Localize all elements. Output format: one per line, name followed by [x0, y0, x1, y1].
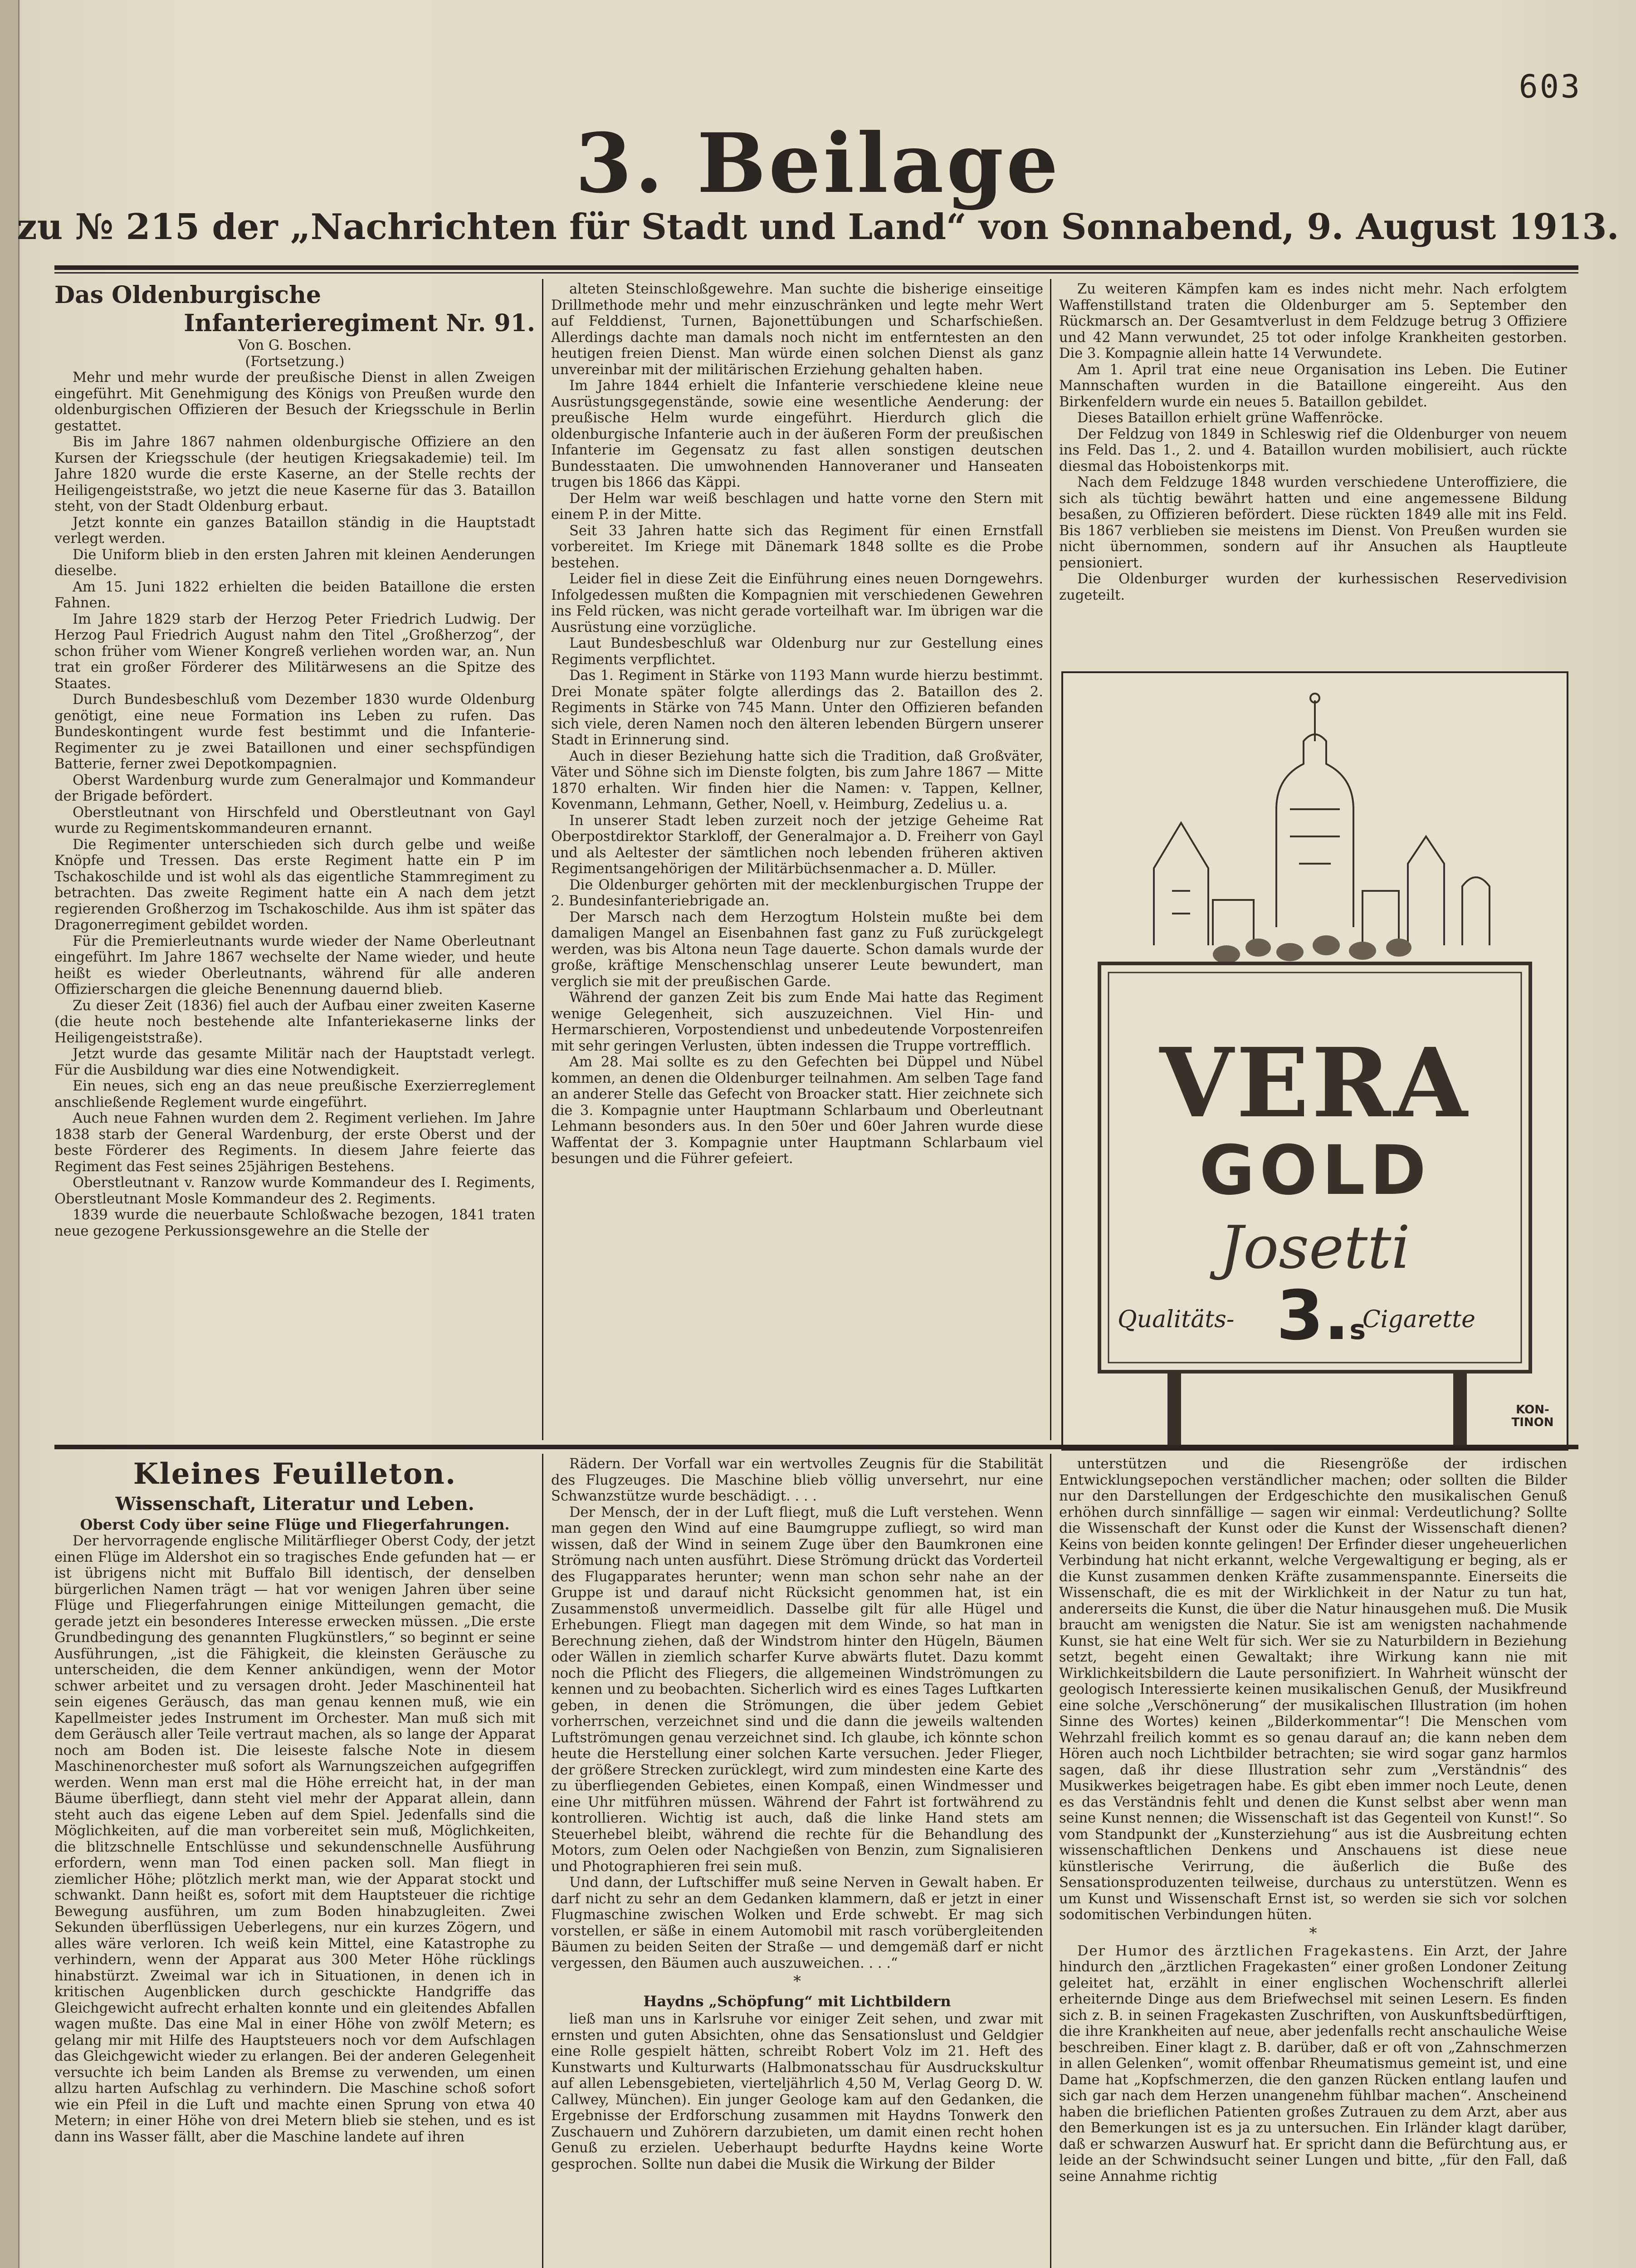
paragraph: Dieses Bataillon erhielt grüne Waffenröcke. — [1077, 410, 1383, 426]
paragraph: Oberstleutnant von Hirschfeld und Oberstleutnant von Gayl wurde zu Regimentskommandeuren ernannt. — [54, 804, 535, 836]
paragraph: 1839 wurde die neuerbaute Schloßwache bezogen, 1841 traten neue gezogene Perkussionsgewehre an die Stelle der — [54, 1207, 535, 1239]
paragraph: Jetzt konnte ein ganzes Bataillon ständig in die Hauptstadt verlegt werden. — [54, 514, 535, 547]
article-title: Das Oldenburgische — [54, 281, 321, 309]
paragraph: Während der ganzen Zeit bis zum Ende Mai hatte das Regiment wenige Gelegenheit, sich auszuzeichnen. Viel Hin- und Hermarschieren, Vorpostendienst und unbedeutende Vorpostenreifen mit sehr geringen Verlusten, übten indessen die Truppe vortrefflich. — [551, 990, 1043, 1054]
paragraph: Ein neues, sich eng an das neue preußische Exerzierreglement anschließende Reglement wurde eingeführt. — [54, 1078, 535, 1110]
feuilleton-col1 — [54, 1456, 535, 2268]
paragraph: Am 15. Juni 1822 erhielten die beiden Bataillone die ersten Fahnen. — [54, 579, 535, 611]
paragraph: Jetzt wurde das gesamte Militär nach der Hauptstadt verlegt. Für die Ausbildung war dies eine Notwendigkeit. — [54, 1046, 535, 1078]
birds-illustration — [1213, 935, 1411, 963]
article-oldenburg — [54, 281, 535, 1440]
paragraph: Im Jahre 1829 starb der Herzog Peter Friedrich Ludwig. Der Herzog Paul Friedrich August nahm den Titel „Großherzog“, der schon früher vom Wiener Kongreß verliehen worden war, an. Nun trat ein großer Förderer des Militärwesens an die Spitze des Staates. — [54, 611, 535, 692]
paragraph: Durch Bundesbeschluß vom Dezember 1830 wurde Oldenburg genötigt, eine neue Formation ins Leben zu rufen. Das Bundeskontingent wurde fest bestimmt und die Infanterie-Regimenter zu je zwei Bataillonen und einer sechspfündigen Batterie, ferner zwei Depotkompagnien. — [54, 692, 535, 772]
paragraph: Im Jahre 1844 erhielt die Infanterie verschiedene kleine neue Ausrüstungsgegenstände, sowie eine wesentliche Aenderung: der preußische Helm wurde eingeführt. Hierdurch glich die oldenburgische Infanterie auch in der äußeren Form der preußischen Infanterie im Gegensatz zu fast allen sonstigen deutschen Bundesstaaten. Die umwohnenden Hannoveraner und Hanseaten trugen bis 1866 das Käppi. — [551, 378, 1043, 490]
paragraph: Die Uniform blieb in den ersten Jahren mit kleinen Aenderungen dieselbe. — [54, 547, 535, 579]
paragraph: Zu dieser Zeit (1836) fiel auch der Aufbau einer zweiten Kaserne (die heute noch bestehende alte Infanteriekaserne links der Heiligengeiststraße). — [54, 997, 535, 1046]
article-title-line2: Infanterieregiment Nr. 91. — [184, 309, 535, 337]
paragraph: Zu weiteren Kämpfen kam es indes nicht mehr. Nach erfolgtem Waffenstillstand traten die Oldenburger am 5. September den Rückmarsch an. Der Gesamtverlust in dem Feldzuge betrug 3 Offiziere und 42 Mann verwundet, 25 tot oder infolge Krankheiten gestorben. Die 3. Kompagnie allein hatte 14 Verwundete. — [1059, 281, 1567, 362]
separator-star: * — [1309, 1924, 1317, 1942]
article-oldenburg-col3 — [1059, 281, 1567, 662]
paragraph: Der hervorragende englische Militärflieger Oberst Cody, der jetzt einen Flüge im Aldershot ein so tragisches Ende gefunden hat — er ist übrigens nicht mit Buffalo Bill identisch, der denselben bürgerlichen Namen trägt — hat vor wenigen Jahren über seine Flüge und Fliegerfahrungen einige Mitteilungen gemacht, die gerade jetzt ein besonderes Interesse erwecken müssen. „Die erste Grundbedingung des genannten Flugkünstlers,“ so beginnt er seine Ausführungen, „ist die Fähigkeit, die kleinsten Geräusche zu unterscheiden, die dem Kenner ankündigen, wenn der Motor schwer arbeitet und zu versagen droht. Jeder Maschinenteil hat sein eigenes Geräusch, das man genau kennen muß, wie ein Kapellmeister jedes Instrument im Orchester. Man muß sich mit dem Geräusch aller Teile vertraut machen, als so lange der Apparat noch am Boden ist. Die leiseste falsche Note in diesem Maschinenorchester muß sofort als Warnungszeichen aufgegriffen werden. Wenn man erst mal die Höhe erreicht hat, in der man Bäume überfliegt, dann steht viel mehr der Apparat allein, dann steht auch das eigene Leben auf dem Spiel. Jedenfalls sind die Möglichkeiten, auf die man vorbereitet sein muß, Möglichkeiten, die blitzschnelle Entschlüsse und sekundenschnelle Ausführung erfordern, wenn man Tod einen packen soll. Man fliegt in ziemlicher Höhe; plötzlich merkt man, wie der Apparat stockt und schwankt. Dann heißt es, sofort mit dem Hauptsteuer die richtige Bewegung ausführen, um zum Boden hinabzugleiten. Zwei Sekunden überflüssigen Ueberlegens, nur ein kurzes Zögern, und alles wäre verloren. Ich weiß kein Mittel, eine Katastrophe zu verhindern, wenn der Apparat aus 300 Meter Höhe rücklings hinabstürzt. Zweimal war ich in Situationen, in denen ich in kritischen Augenblicken durch geschickte Handgriffe das Gleichgewicht aufrecht erhalten konnte und ein gleitendes Abfallen wagen mußte. Das eine Mal in einer Höhe von zwölf Metern; es gelang mir mit Hilfe des Hauptsteuers noch vor dem Aufschlagen das Gleichgewicht wieder zu erlangen. Bei der anderen Gelegenheit versuchte ich beim Landen als Bremse zu verwenden, um einen allzu harten Aufschlag zu verhindern. Die Maschine schoß sofort wie ein Pfeil in die Luft und machte einen Sprung von etwa 40 Metern; in einer Höhe von drei Metern blieb sie stehen, und es ist dann ins Wasser fällt, aber die Maschine landete auf ihren — [54, 1533, 535, 2145]
feuilleton-subheading: Oberst Cody über seine Flüge und Fliegerfahrungen. — [80, 1516, 510, 1533]
paragraph: Mehr und mehr wurde der preußische Dienst in allen Zweigen eingeführt. Mit Genehmigung des Königs von Preußen wurde den oldenburgischen Offizieren der Besuch der Kriegsschule in Berlin gestattet. — [54, 370, 535, 434]
paragraph: Der Marsch nach dem Herzogtum Holstein mußte bei dem damaligen Mangel an Eisenbahnen fast ganz zu Fuß zurückgelegt werden, was bis Altona neun Tage dauerte. Schon damals wurde der große, kräftige Menschenschlag unserer Leute bewundert, man verglich sie mit der preußischen Garde. — [551, 909, 1043, 990]
paragraph: Die Oldenburger wurden der kurhessischen Reservedivision zugeteilt. — [1059, 571, 1567, 603]
column-divider — [542, 279, 543, 1440]
page-binding-edge — [0, 0, 20, 2268]
paragraph: Die Regimenter unterschieden sich durch gelbe und weiße Knöpfe und Tressen. Das erste Regiment hatte ein P im Tschakoschilde und ist wohl als das eigentliche Stammregiment zu betrachten. Das zweite Regiment hatte ein A nach dem jetzt regierenden Großherzog im Tschakoschilde. Aus ihm ist später das Dragonerregiment gebildet worden. — [54, 836, 535, 933]
article-author: Von G. Boschen. — [238, 337, 352, 353]
header-rule-thin — [54, 272, 1578, 274]
paragraph: ließ man uns in Karlsruhe vor einiger Zeit sehen, und zwar mit ernsten und guten Absichten, ohne das Sensationslust und Geldgier eine Rolle gespielt hätten, schreibt Robert Volz im 21. Heft des Kunstwarts und Kulturwarts (Halbmonatsschau für Ausdruckskultur auf allen Lebensgebieten, vierteljährlich 4,50 M, Verlag Georg D. W. Callwey, München). Ein junger Geologe kam auf den Gedanken, die Ergebnisse der Erdforschung zusammen mit Haydns Tonwerk den Zuschauern und Zuhörern darzubieten, um damit einen recht hohen Genuß zu erzielen. Ueberhaupt bedurfte Haydns keine Worte gesprochen. Sollte nun dabei die Musik die Wirkung der Bilder — [551, 2011, 1043, 2172]
column-divider — [1050, 279, 1051, 1440]
header-rule — [54, 265, 1578, 270]
paragraph: Rädern. Der Vorfall war ein wertvolles Zeugnis für die Stabilität des Flugzeuges. Die Maschine blieb völlig unversehrt, nur eine Schwanzstütze wurde beschädigt. . . . — [551, 1456, 1043, 1504]
paragraph: Und dann, der Luftschiffer muß seine Nerven in Gewalt haben. Er darf nicht zu sehr an dem Gedanken klammern, daß er jetzt in einer Flugmaschine zwischen Wolken und Erde schwebt. Er mag sich vorstellen, er säße in einem Automobil mit rasch vorübergleitenden Bäumen zu beiden Seiten der Straße — und demgemäß darf er nicht vergessen, den Bäumen auch auszuweichen. . . .“ — [551, 1875, 1043, 1971]
ad-product-name: GOLD — [1199, 1131, 1431, 1210]
paragraph: In unserer Stadt leben zurzeit noch der jetzige Geheime Rat Oberpostdirektor Starkloff, der Generalmajor a. D. Freiherr von Gayl und als Aeltester der sämtlichen noch lebenden früheren aktiven Regimentsangehörigen der Militärbüchsenmacher a. D. Müller. — [551, 812, 1043, 877]
paragraph — [1059, 1943, 1567, 2185]
paragraph: Nach dem Feldzuge 1848 wurden verschiedene Unteroffiziere, die sich als tüchtig bewährt hatten und eine angemessene Bildung besaßen, zu Offizieren befördert. Diese rückten 1849 alle mit ins Feld. Bis 1867 verblieben sie meistens im Dienst. Von Preußen wurden sie nicht übernommen, sondern auf ihr Ansuchen als Hauptleute pensioniert. — [1059, 474, 1567, 571]
article-oldenburg-col2 — [551, 281, 1043, 1440]
advertisement-vera-gold — [1061, 671, 1568, 1451]
supplement-subtitle: zu № 215 der „Nachrichten für Stadt und Land“ von Sonnabend, 9. August 1913. — [17, 206, 1619, 248]
paragraph: Auch neue Fahnen wurden dem 2. Regiment verliehen. Im Jahre 1838 starb der General Wardenburg, der erste Oberst und der beste Förderer des Regiments. In diesem Jahre feierte das Regiment das Fest seines 25jährigen Bestehens. — [54, 1110, 535, 1175]
ad-artist-mark: KON-TINON — [1511, 1403, 1554, 1429]
paragraph: Der Feldzug von 1849 in Schleswig rief die Oldenburger von neuem ins Feld. Das 1., 2. und 4. Bataillon wurden mobilisiert, auch rückte diesmal das Hoboistenkorps mit. — [1059, 426, 1567, 474]
feuilleton-col3 — [1059, 1456, 1567, 2268]
feuilleton-col2 — [551, 1456, 1043, 2268]
supplement-title: 3. Beilage — [575, 116, 1061, 211]
humor-text: Ein Arzt, der Jahre hindurch den „ärztlichen Fragekasten“ einer großen Londoner Zeitung geleitet hat, erzählt in einer englischen Wochenschrift allerlei erheiternde Dinge aus dem Briefwechsel mit seinen Lesern. Es finden sich z. B. in seinen Fragekasten Zuschriften, von Auskunftsbedürftigen, die ihre Krankheiten auf neue, aber jedenfalls recht anschauliche Weise beschreiben. Einer klagt z. B. darüber, daß er oft von „Zahnschmerzen in allen Gelenken“, womit offenbar Rheumatismus gemeint ist, und eine Dame hat „Kopfschmerzen, die den ganzen Rücken entlang laufen und sich gar nach dem Herzen unangenehm fühlbar machen“. Anscheinend haben die brieflichen Patienten großes Zutrauen zu dem Arzt, aber aus den Bemerkungen ist es ja zu untersuchen. Ein Irländer klagt darüber, daß er schwarzen Auswurf hat. Er spricht dann die Befürchtung aus, er leide an der Schwindsucht seiner Lungen und bitte, „für den Fall, daß seine Annahme richtig — [1059, 1943, 1567, 2185]
ad-price-unit: s — [1349, 1314, 1366, 1346]
ad-maker-name: Josetti — [1219, 1213, 1411, 1282]
section-rule — [54, 1445, 1578, 1449]
ad-brand-name: VERA — [1159, 1027, 1470, 1139]
column-divider — [1050, 1454, 1051, 2268]
feuilleton-section: Wissenschaft, Literatur und Leben. — [115, 1493, 474, 1515]
paragraph: Oberst Wardenburg wurde zum Generalmajor und Kommandeur der Brigade befördert. — [54, 772, 535, 804]
paragraph: Seit 33 Jahren hatte sich das Regiment für einen Ernstfall vorbereitet. Im Kriege mit Dänemark 1848 sollte es die Probe bestehen. — [551, 523, 1043, 571]
ad-quality-label: Qualitäts- — [1118, 1306, 1235, 1333]
paragraph: Der Helm war weiß beschlagen und hatte vorne den Stern mit einem P. in der Mitte. — [551, 490, 1043, 523]
paragraph: Für die Premierleutnants wurde wieder der Name Oberleutnant eingeführt. Im Jahre 1867 wechselte der Name wieder, und heute heißt es wieder Oberleutnants, während für alle anderen Offizierschargen die gleiche Benennung dauernd blieb. — [54, 933, 535, 997]
paragraph: Der Mensch, der in der Luft fliegt, muß die Luft verstehen. Wenn man gegen den Wind auf eine Baumgruppe zufliegt, so wird man wissen, daß der Wind in seinem Zuge über den Baumkronen eine Strömung nach unten ausführt. Diese Strömung drückt das Vorderteil des Flugapparates herunter; wenn man schon sehr nahe an der Gruppe ist und darauf nicht Rücksicht genommen hat, ist ein Zusammenstoß unvermeidlich. Dasselbe gilt für alle Hügel und Erhebungen. Fliegt man dagegen mit dem Winde, so hat man in Berechnung ziehen, daß der Windstrom hinter den Hügeln, Bäumen oder Wällen in ziemlich scharfer Kurve abwärts flutet. Dazu kommt noch die Pflicht des Fliegers, die allgemeinen Windströmungen zu kennen und zu beobachten. Sicherlich wird es eines Tages Luftkarten geben, in denen die Strömungen, die über jedem Gebiet vorherrschen, verzeichnet sind und die dann die jeweils waltenden Luftströmungen genau verzeichnet sind. Ich glaube, ich könnte schon heute die Herstellung einer solchen Karte versuchen. Jeder Flieger, der größere Strecken zurücklegt, wird zum mindesten eine Karte des zu überfliegenden Gebietes, einen Kompaß, einen Windmesser und eine Uhr mitführen müssen. Während der Fahrt ist fortwährend zu kontrollieren. Wichtig ist auch, daß die linke Hand stets am Steuerhebel bleibt, während die rechte für die Behandlung des Motors, zum Oelen oder Nachgießen von Benzin, zum Signalisieren und Photographieren frei sein muß. — [551, 1504, 1043, 1875]
paragraph: Am 28. Mai sollte es zu den Gefechten bei Düppel und Nübel kommen, an denen die Oldenburger teilnahmen. Am selben Tage fand an anderer Stelle das Gefecht von Broacker statt. Hier zeichnete sich die 3. Kompagnie unter Hauptmann Schlarbaum und Oberleutnant Lehmann besonders aus. In den 50er und 60er Jahren wurde diese Waffentat der 3. Kompagnie unter Hauptmann Schlarbaum viel besungen und die Führer gefeiert. — [551, 1054, 1043, 1167]
haydn-heading: Haydns „Schöpfung“ mit Lichtbildern — [643, 1993, 951, 2010]
paragraph: Oberstleutnant v. Ranzow wurde Kommandeur des I. Regiments, Oberstleutnant Mosle Kommandeur des 2. Regiments. — [54, 1175, 535, 1207]
humor-heading: Der Humor des ärztlichen Fragekastens. — [1077, 1943, 1415, 1959]
paragraph: Die Oldenburger gehörten mit der mecklenburgischen Truppe der 2. Bundesinfanteriebrigade an. — [551, 877, 1043, 909]
paragraph: Leider fiel in diese Zeit die Einführung eines neuen Dorngewehrs. Infolgedessen mußten die Kompagnien mit verschiedenen Gewehren ins Feld rücken, was nicht gerade vorteilhaft war. Im übrigen war die Ausrüstung eine vorzügliche. — [551, 571, 1043, 635]
feuilleton-title: Kleines Feuilleton. — [133, 1457, 457, 1491]
paragraph: Bis im Jahre 1867 nahmen oldenburgische Offiziere an den Kursen der Kriegsschule (der heutigen Kriegsakademie) teil. Im Jahre 1820 wurde die erste Kaserne, an der Stelle rechts der Heiligengeiststraße, wo jetzt die neue Kaserne für das 3. Bataillon steht, von der Stadt Oldenburg erbaut. — [54, 434, 535, 514]
ad-price-value: 3. — [1276, 1276, 1350, 1355]
article-continued: (Fortsetzung.) — [245, 353, 345, 370]
ad-price — [1276, 1276, 1366, 1355]
paragraph: Am 1. April trat eine neue Organisation ins Leben. Die Eutiner Mannschaften wurden in die Bataillone eingereiht. Aus den Birkenfeldern wurde ein neues 5. Bataillon gebildet. — [1059, 362, 1567, 410]
ad-item-label: Cigarette — [1363, 1306, 1475, 1333]
paragraph: Das 1. Regiment in Stärke von 1193 Mann wurde hierzu bestimmt. Drei Monate später folgte allerdings das 2. Bataillon des 2. Regiments in Stärke von 745 Mann. Unter den Offizieren befanden sich viele, deren Namen noch den älteren lebenden Bürgern unserer Stadt in Erinnerung sind. — [551, 668, 1043, 748]
paragraph: Laut Bundesbeschluß war Oldenburg nur zur Gestellung eines Regiments verpflichtet. — [551, 635, 1043, 668]
page-number: 603 — [1519, 68, 1582, 105]
column-divider — [542, 1454, 543, 2268]
paragraph: unterstützen und die Riesengröße der irdischen Entwicklungsepochen verständlicher machen; oder sollten die Bilder nur den Darstellungen der Erdgeschichte den musikalischen Genuß erhöhen durch sinnfällige — sagen wir einmal: Verdeutlichung? Sollte die Wissenschaft der Kunst oder die Kunst der Wissenschaft dienen? Keins von beiden konnte gelingen! Der Erfinder dieser ungeheuerlichen Verbindung hat nicht erkannt, welche Vergewaltigung er beging, als er die Kunst zusammen denken Kräfte zusammenspannte. Einerseits die Wissenschaft, die es mit der Wirklichkeit in der Natur zu tun hat, andererseits die Kunst, die über die Natur hinausgehen muß. Die Musik braucht am wenigsten die Natur. Sie ist am wenigsten nachahmende Kunst, sie hat eine Welt für sich. Wer sie zu Naturbildern in Beziehung setzt, begeht einen Gewaltakt; ihre Wirkung kann nie mit Wirklichkeitsbildern die Laute personifiziert. In Wahrheit wünscht der geologisch Interessierte keinen musikalischen Genuß, der Musikfreund eine solche „Verschönerung“ der musikalischen Illustration (im hohen Sinne des Wortes) keinen „Bilderkommentar“! Die Menschen vom Wehrzahl freilich kommt es so genau darauf an; die kann neben dem Hören auch noch Lichtbilder betrachten; sie wird sogar ganz harmlos sagen, daß ihr diese Illustration sehr zum „Verständnis“ des Musikwerkes beigetragen habe. Es gibt eben immer noch Leute, denen es das Verständnis fehlt und denen die Kunst selbst aber wenn man seine Kunst nennen; die Wissenschaft ist das Gegenteil von Kunst!“. So vom Standpunkt der „Kunsterziehung“ aus ist die Ausbreitung echten wissenschaftlichen Denkens und Anschauens ist diese neue künstlerische Verirrung, die äußerlich die Buße des Sensationsproduzenten teilweise, durchaus zu unterstützen. Wenn es um Kunst und Wissenschaft Ernst ist, so werden sie sich vor solchen sodomitischen Verbindungen hüten. — [1059, 1456, 1567, 1923]
separator-star: * — [793, 1972, 801, 1990]
paragraph: Auch in dieser Beziehung hatte sich die Tradition, daß Großväter, Väter und Söhne sich im Dienste folgten, bis zum Jahre 1867 — Mitte 1870 erhalten. Wir finden hier die Namen: v. Tappen, Kellner, Kovenmann, Lehmann, Gether, Noell, v. Heimburg, Zedelius u. a. — [551, 748, 1043, 812]
paragraph: alteten Steinschloßgewehre. Man suchte die bisherige einseitige Drillmethode mehr und mehr einzuschränken und legte mehr Wert auf Felddienst, Turnen, Bajonettübungen und Scharfschießen. Allerdings dachte man damals noch nicht im entferntesten an den heutigen freien Dienst. Man würde einen solchen Dienst als ganz unvereinbar mit der militärischen Erziehung gehalten haben. — [551, 281, 1043, 378]
